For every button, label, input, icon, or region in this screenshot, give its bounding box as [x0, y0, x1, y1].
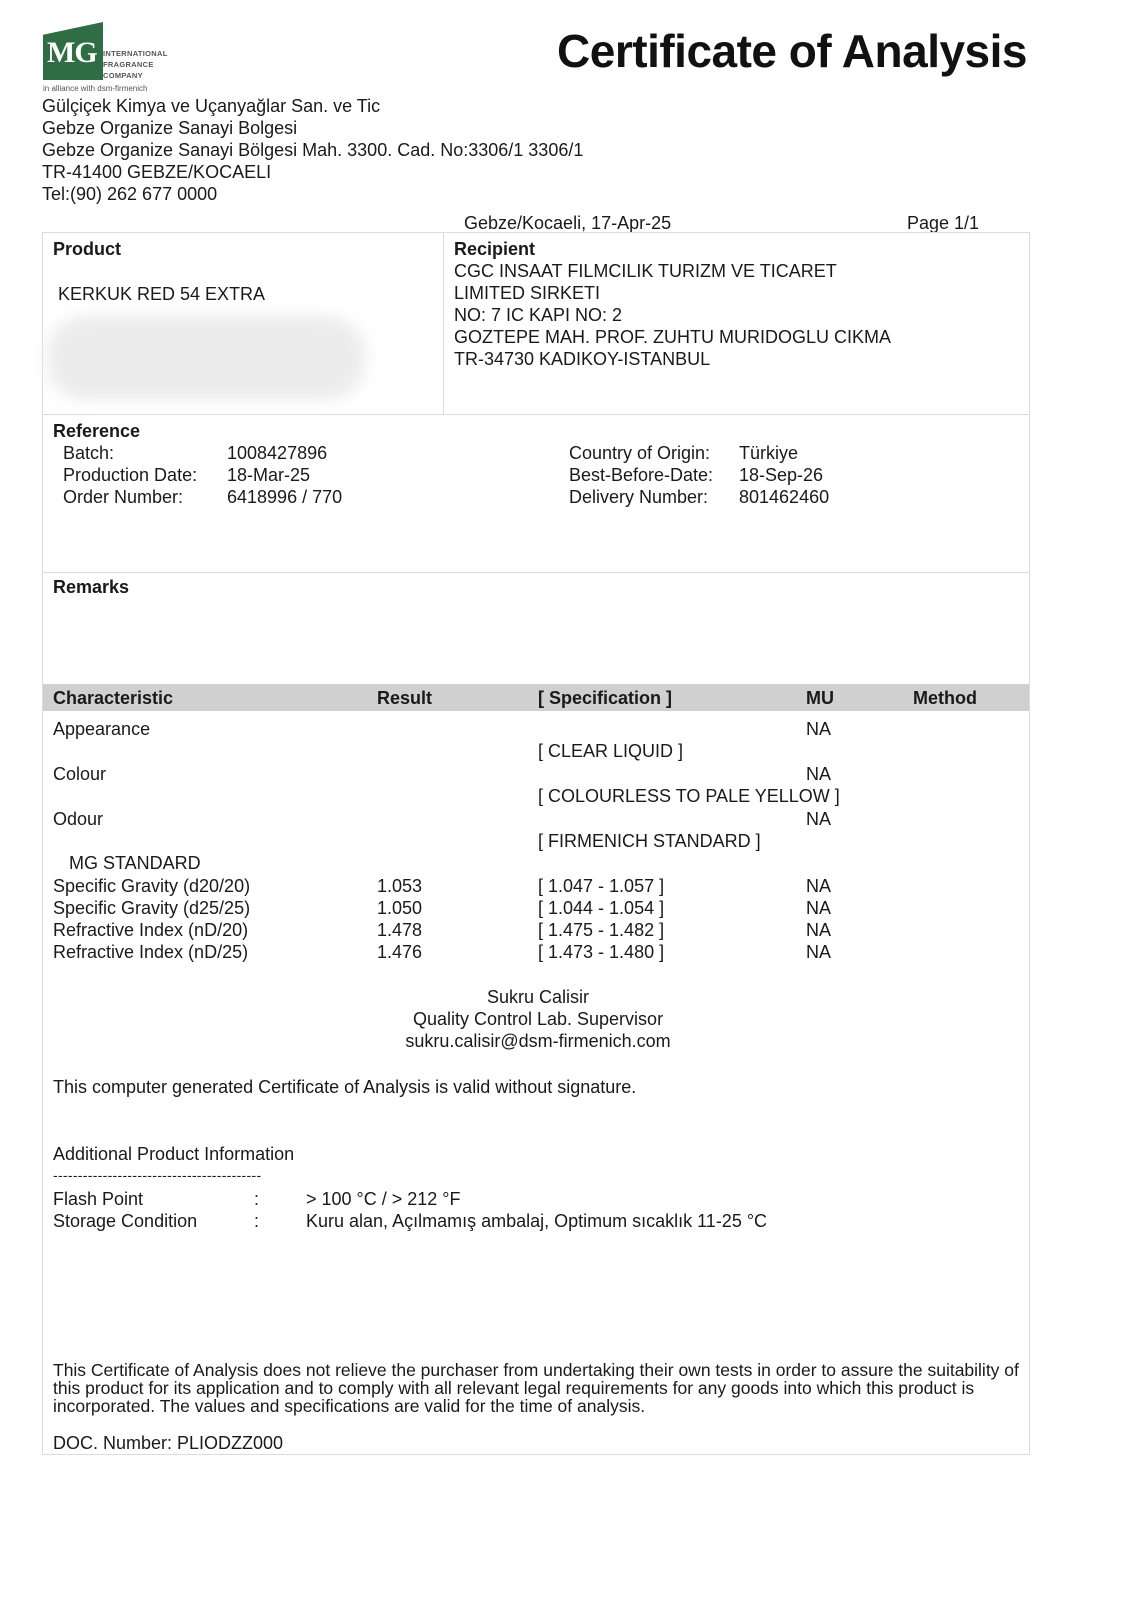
document-title: Certificate of Analysis — [557, 25, 1027, 77]
header-mu: MU — [806, 688, 834, 708]
address-line: Gülçiçek Kimya ve Uçanyağlar San. ve Tic — [42, 96, 381, 116]
flash-point-value: > 100 °C / > 212 °F — [306, 1189, 461, 1209]
signatory-role: Quality Control Lab. Supervisor — [412, 1009, 664, 1029]
table-row-spec: [ 1.047 - 1.057 ] — [538, 876, 665, 896]
batch-label: Batch: — [63, 443, 115, 463]
table-row-name: Refractive Index (nD/25) — [53, 942, 249, 962]
reference-right-labels — [569, 442, 713, 508]
table-row-result: 1.476 — [377, 942, 423, 962]
reference-left-labels — [63, 442, 197, 508]
page-number: Page 1/1 — [907, 213, 980, 233]
place-date: Gebze/Kocaeli, 17-Apr-25 — [464, 213, 672, 233]
signatory-name: Sukru Calisir — [486, 987, 590, 1007]
row-appearance-name: Appearance — [53, 719, 151, 739]
batch-value: 1008427896 — [227, 443, 328, 463]
quantitative-names — [53, 875, 250, 963]
country-of-origin-value: Türkiye — [739, 443, 799, 463]
storage-condition-value: Kuru alan, Açılmamış ambalaj, Optimum sıcaklık 11-25 °C — [306, 1211, 768, 1231]
logo-letters: MG — [47, 36, 97, 69]
header-specification: [ Specification ] — [538, 688, 673, 708]
table-row-name: Refractive Index (nD/20) — [53, 920, 249, 940]
table-row-result: 1.053 — [377, 876, 423, 896]
table-row-mu: NA — [806, 920, 832, 940]
reference-right-values — [739, 442, 829, 508]
quantitative-mu — [806, 875, 831, 963]
logo-company-name: INTERNATIONAL FRAGRANCE COMPANY — [103, 49, 168, 80]
storage-condition-sep: : — [254, 1211, 260, 1231]
recipient-address — [454, 260, 891, 370]
product-name: KERKUK RED 54 EXTRA — [58, 284, 266, 304]
additional-info-title: Additional Product Information — [53, 1144, 295, 1164]
reference-left-values — [227, 442, 342, 508]
row-colour-mu: NA — [806, 764, 832, 784]
flash-point-label: Flash Point — [53, 1189, 144, 1209]
header-method: Method — [913, 688, 977, 708]
header-characteristic: Characteristic — [53, 688, 174, 708]
best-before-value: 18-Sep-26 — [739, 465, 824, 485]
address-line: TR-41400 GEBZE/KOCAELI — [42, 162, 272, 182]
table-row-mu: NA — [806, 876, 832, 896]
table-row-result: 1.478 — [377, 920, 423, 940]
best-before-label: Best-Before-Date: — [569, 465, 714, 485]
table-row-spec: [ 1.475 - 1.482 ] — [538, 920, 665, 940]
table-row-spec: [ 1.473 - 1.480 ] — [538, 942, 665, 962]
company-logo — [43, 22, 173, 96]
production-date-value: 18-Mar-25 — [227, 465, 311, 485]
table-row-name: Specific Gravity (d20/20) — [53, 876, 251, 896]
address-line: Gebze Organize Sanayi Bolgesi — [42, 118, 298, 138]
company-address — [42, 95, 583, 205]
row-colour-name: Colour — [53, 764, 107, 784]
storage-condition-label: Storage Condition — [53, 1211, 198, 1231]
reference-label: Reference — [53, 421, 141, 441]
recipient-line: GOZTEPE MAH. PROF. ZUHTU MURIDOGLU CIKMA — [454, 327, 892, 347]
quantitative-specs — [538, 875, 664, 963]
order-number-label: Order Number: — [63, 487, 184, 507]
recipient-line: TR-34730 KADIKOY-ISTANBUL — [454, 349, 711, 369]
flash-point-sep: : — [254, 1189, 260, 1209]
row-odour-name: Odour — [53, 809, 104, 829]
row-appearance-mu: NA — [806, 719, 832, 739]
recipient-line: LIMITED SIRKETI — [454, 283, 601, 303]
table-row-result: 1.050 — [377, 898, 423, 918]
signatory-block — [338, 986, 738, 1052]
recipient-label: Recipient — [454, 239, 536, 259]
table-row-name: Specific Gravity (d25/25) — [53, 898, 251, 918]
table-row-spec: [ 1.044 - 1.054 ] — [538, 898, 665, 918]
recipient-line: CGC INSAAT FILMCILIK TURIZM VE TICARET — [454, 261, 837, 281]
production-date-label: Production Date: — [63, 465, 198, 485]
row-odour-spec: [ FIRMENICH STANDARD ] — [538, 831, 761, 851]
row-odour-mu: NA — [806, 809, 832, 829]
address-line: Gebze Organize Sanayi Bölgesi Mah. 3300. Cad. No:3306/1 3306/1 — [42, 140, 584, 160]
country-of-origin-label: Country of Origin: — [569, 443, 711, 463]
validity-note: This computer generated Certificate of Analysis is valid without signature. — [53, 1077, 637, 1097]
header-result: Result — [377, 688, 433, 708]
quantitative-results — [377, 875, 422, 963]
delivery-number-label: Delivery Number: — [569, 487, 709, 507]
remarks-label: Remarks — [53, 577, 130, 597]
signatory-email: sukru.calisir@dsm-firmenich.com — [405, 1031, 671, 1051]
additional-info-divider: ------------------------------------------ — [53, 1167, 262, 1183]
section-label: MG STANDARD — [69, 853, 201, 873]
address-line: Tel:(90) 262 677 0000 — [42, 184, 218, 204]
logo-alliance: in alliance with dsm-firmenich — [43, 84, 148, 93]
row-appearance-spec: [ CLEAR LIQUID ] — [538, 741, 684, 761]
row-colour-spec: [ COLOURLESS TO PALE YELLOW ] — [538, 786, 840, 806]
table-header-bar — [43, 684, 1029, 711]
disclaimer: This Certificate of Analysis does not relieve the purchaser from undertaking their own tests in order to assure the suitability of this product for its application and to comply with all relevant legal requirements for any goods into which this product is incorporated. The values and specifications are valid for the time of analysis. — [53, 1360, 1019, 1416]
table-row-mu: NA — [806, 898, 832, 918]
recipient-line: NO: 7 IC KAPI NO: 2 — [454, 305, 623, 325]
doc-number: DOC. Number: PLIODZZ000 — [53, 1433, 284, 1453]
order-number-value: 6418996 / 770 — [227, 487, 343, 507]
redacted-area — [46, 316, 366, 400]
product-label: Product — [53, 239, 122, 259]
delivery-number-value: 801462460 — [739, 487, 830, 507]
table-row-mu: NA — [806, 942, 832, 962]
